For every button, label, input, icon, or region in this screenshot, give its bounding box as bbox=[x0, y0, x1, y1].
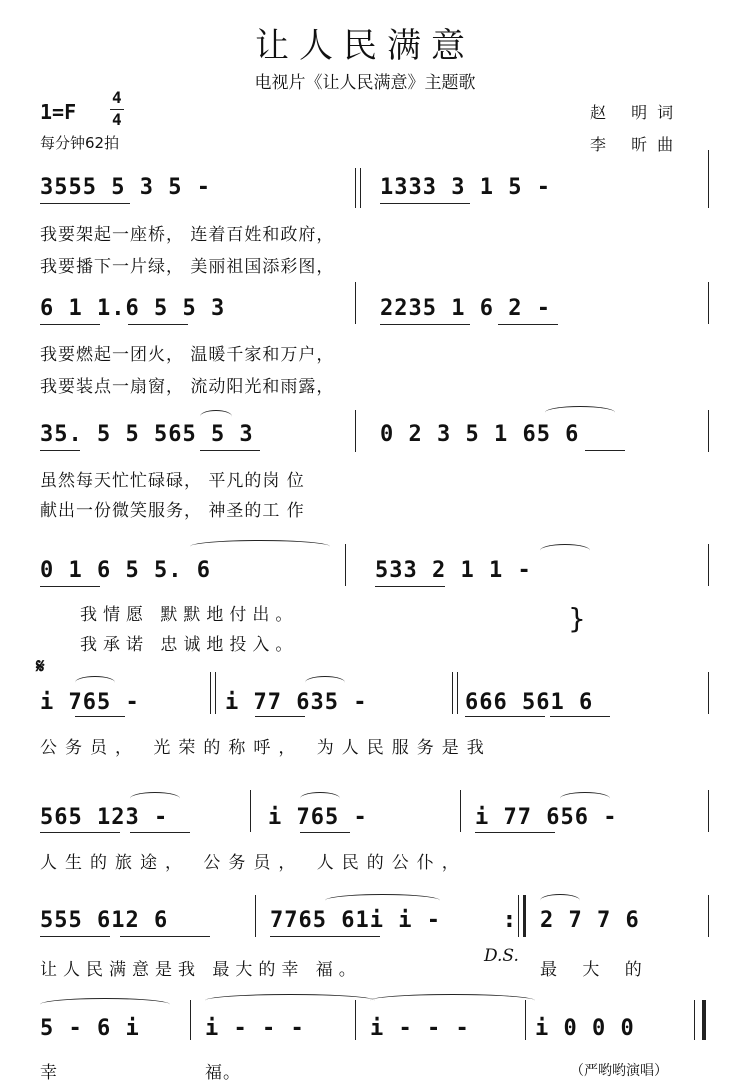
notes-row8-bar1: 5 - 6 i bbox=[40, 1016, 140, 1041]
beam bbox=[550, 716, 610, 717]
time-signature-bottom: 4 bbox=[112, 110, 122, 129]
song-title: 让人民满意 bbox=[255, 26, 475, 66]
notes-row8-bar3: i - - - bbox=[370, 1016, 470, 1041]
notes-row5-bar3: 666 561 6 bbox=[465, 690, 594, 715]
notes-row8-bar2: i - - - bbox=[205, 1016, 305, 1041]
slur bbox=[560, 792, 610, 805]
barline bbox=[345, 544, 346, 586]
dal-segno-marking: D.S. bbox=[484, 946, 519, 966]
beam bbox=[380, 203, 470, 204]
notes-row6-bar2: i 765 - bbox=[268, 805, 368, 830]
beam bbox=[120, 936, 210, 937]
barline bbox=[460, 790, 461, 832]
barline bbox=[215, 672, 216, 714]
lyrics-row4-verse2: 我承诺 忠诚地投入。 bbox=[80, 635, 299, 655]
beam bbox=[380, 324, 470, 325]
lyrics-row2-verse1: 我要燃起一团火， 温暖千家和万户， bbox=[40, 345, 335, 365]
lyrics-row3-verse2: 献出一份微笑服务， 神圣的工 作 bbox=[40, 501, 305, 521]
beam bbox=[300, 832, 350, 833]
song-subtitle: 电视片《让人民满意》主题歌 bbox=[254, 73, 476, 93]
lyrics-row7-ending: 最 大 的 bbox=[540, 960, 652, 980]
notes-row7-bar2: 7765 61i i - bbox=[270, 908, 441, 933]
notes-row1-bar1: 3555 5 3 5 - bbox=[40, 175, 211, 200]
beam bbox=[270, 936, 380, 937]
beam bbox=[255, 716, 305, 717]
slur bbox=[300, 792, 340, 805]
beam bbox=[130, 832, 190, 833]
lyrics-row1-verse1: 我要架起一座桥， 连着百姓和政府， bbox=[40, 225, 335, 245]
tie bbox=[370, 994, 535, 1007]
beam bbox=[40, 586, 100, 587]
barline bbox=[355, 282, 356, 324]
lyricist-credit: 赵 明词 bbox=[590, 103, 684, 122]
barline bbox=[708, 150, 709, 208]
barline bbox=[708, 410, 709, 452]
barline bbox=[355, 168, 356, 208]
beam bbox=[200, 450, 260, 451]
slur bbox=[190, 540, 330, 553]
time-signature-top: 4 bbox=[112, 88, 122, 107]
beam bbox=[40, 203, 130, 204]
lyrics-row1-verse2: 我要播下一片绿， 美丽祖国添彩图， bbox=[40, 257, 335, 277]
notes-row7-bar3: 2 7 7 6 bbox=[540, 908, 640, 933]
lyrics-row8-word2: 福。 bbox=[205, 1063, 241, 1083]
beam bbox=[585, 450, 625, 451]
barline bbox=[255, 895, 256, 937]
barline bbox=[210, 672, 211, 714]
notes-row1-bar2: 1333 3 1 5 - bbox=[380, 175, 551, 200]
slur bbox=[130, 792, 180, 805]
notes-row3-bar1: 35. 5 5 565 5 3 bbox=[40, 422, 254, 447]
repeat-dots: : bbox=[505, 908, 514, 933]
lyrics-row5: 公务员， 光荣的称呼， 为人民服务是我 bbox=[40, 738, 492, 758]
beam bbox=[128, 324, 188, 325]
beam bbox=[40, 832, 120, 833]
notes-row6-bar1: 565 123 - bbox=[40, 805, 169, 830]
notes-row8-bar4: i 0 0 0 bbox=[535, 1016, 635, 1041]
repeat-barline bbox=[518, 895, 526, 937]
beam bbox=[40, 324, 100, 325]
notes-row2-bar1: 6 1 1.6 5 5 3 bbox=[40, 296, 226, 321]
key-signature: 1=F bbox=[40, 100, 77, 124]
lyrics-row3-verse1: 虽然每天忙忙碌碌， 平凡的岗 位 bbox=[40, 471, 305, 491]
notes-row5-bar1: i 765 - bbox=[40, 690, 140, 715]
barline bbox=[355, 410, 356, 452]
notes-row2-bar2: 2235 1 6 2 - bbox=[380, 296, 551, 321]
beam bbox=[475, 832, 555, 833]
slur bbox=[75, 676, 115, 689]
beam bbox=[40, 450, 80, 451]
notes-row4-bar1: 0 1 6 5 5. 6 bbox=[40, 558, 211, 583]
slur bbox=[305, 676, 345, 689]
barline bbox=[708, 895, 709, 937]
tempo-marking: 每分钟62拍 bbox=[40, 134, 120, 152]
slur bbox=[325, 894, 440, 907]
barline bbox=[452, 672, 453, 714]
lyrics-row8-word1: 幸 bbox=[40, 1063, 58, 1083]
notes-row6-bar3: i 77 656 - bbox=[475, 805, 618, 830]
barline bbox=[360, 168, 361, 208]
barline bbox=[525, 1000, 526, 1040]
slur bbox=[200, 410, 232, 423]
beam bbox=[375, 586, 445, 587]
barline bbox=[708, 282, 709, 324]
segno-sign: 𝄋 bbox=[36, 654, 45, 678]
barline bbox=[457, 672, 458, 714]
performer-credit: （严哟哟演唱） bbox=[570, 1063, 668, 1079]
beam bbox=[498, 324, 558, 325]
beam bbox=[40, 936, 110, 937]
final-barline-thick bbox=[702, 1000, 706, 1040]
notes-row7-bar1: 555 612 6 bbox=[40, 908, 169, 933]
barline bbox=[708, 672, 709, 714]
final-barline-thin bbox=[694, 1000, 695, 1040]
lyrics-row7: 让人民满意是我 最大的幸 福。 bbox=[40, 960, 362, 980]
lyrics-row2-verse2: 我要装点一扇窗， 流动阳光和雨露， bbox=[40, 377, 335, 397]
barline bbox=[708, 790, 709, 832]
notes-row4-bar2: 533 2 1 1 - bbox=[375, 558, 532, 583]
verse-brace: } bbox=[568, 602, 586, 635]
slur bbox=[540, 894, 580, 907]
time-signature-line bbox=[110, 109, 124, 110]
barline bbox=[708, 544, 709, 586]
slur bbox=[545, 406, 615, 419]
tie bbox=[205, 994, 375, 1007]
barline bbox=[190, 1000, 191, 1040]
slur bbox=[540, 544, 590, 557]
tie bbox=[40, 998, 170, 1011]
barline bbox=[355, 1000, 356, 1040]
lyrics-row4-verse1: 我情愿 默默地付出。 bbox=[80, 605, 299, 625]
lyrics-row6: 人生的旅途， 公务员， 人民的公仆， bbox=[40, 853, 467, 873]
notes-row3-bar2: 0 2 3 5 1 65 6 bbox=[380, 422, 580, 447]
beam bbox=[465, 716, 545, 717]
barline bbox=[250, 790, 251, 832]
beam bbox=[75, 716, 125, 717]
notes-row5-bar2: i 77 635 - bbox=[225, 690, 368, 715]
composer-credit: 李 昕曲 bbox=[590, 135, 684, 154]
